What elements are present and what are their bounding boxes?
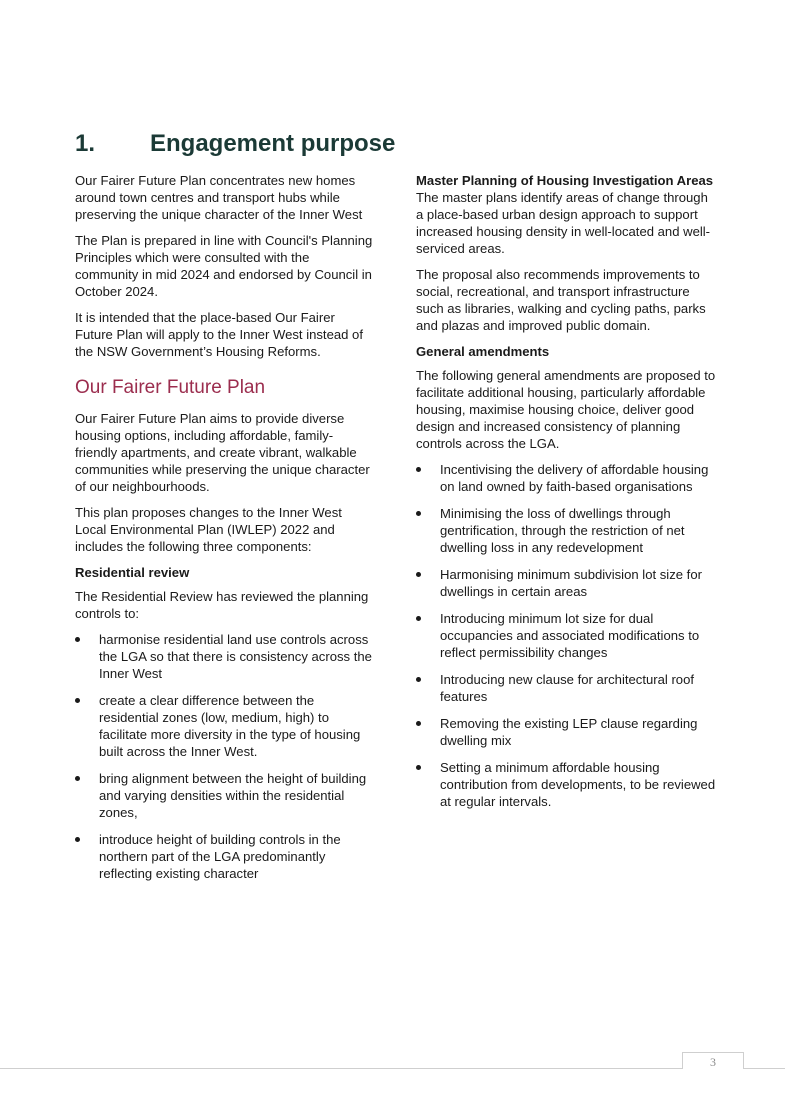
list-item [75,770,375,821]
section-title: Engagement purpose [150,130,396,157]
residential-review-list [75,631,375,882]
section-heading [75,128,395,160]
residential-review-heading: Residential review [75,565,190,580]
bullet-icon [416,572,421,577]
section-number: 1. [75,130,96,157]
bullet-icon [416,721,421,726]
list-item-text: bring alignment between the height of building and varying densities within the residential zones, [99,771,367,820]
plan-paragraph: Our Fairer Future Plan aims to provide diverse housing options, including affordable, family-friendly apartments, and create vibrant, walkable communities while preserving the unique character of our neighbourhoods. [75,411,370,494]
bullet-icon [416,765,421,770]
list-item [416,671,716,705]
list-item [416,715,716,749]
list-item [416,461,716,495]
general-amendments-heading: General amendments [416,344,550,359]
list-item [416,610,716,661]
list-item-text: Introducing new clause for architectural roof features [440,672,695,704]
list-item-text: Removing the existing LEP clause regarding dwelling mix [440,716,698,748]
bullet-icon [75,776,80,781]
plan-paragraph: This plan proposes changes to the Inner West Local Environmental Plan (IWLEP) 2022 and includes the following three components: [75,505,342,554]
list-item-text: create a clear difference between the residential zones (low, medium, high) to facilitate more diversity in the type of housing built across the Inner West. [99,693,361,759]
master-planning-paragraph: The master plans identify areas of change through a place-based urban design approach to support increased housing density in well-located and well-serviced areas. [416,190,711,256]
list-item [75,831,375,882]
intro-paragraph: It is intended that the place-based Our Fairer Future Plan will apply to the Inner West instead of the NSW Government’s Housing Reforms. [75,310,363,359]
list-item-text: Incentivising the delivery of affordable housing on land owned by faith-based organisations [440,462,709,494]
intro-paragraph: The Plan is prepared in line with Council's Planning Principles which were consulted with the community in mid 2024 and endorsed by Council in October 2024. [75,233,373,299]
master-planning-paragraph: The proposal also recommends improvements to social, recreational, and transport infrastructure such as libraries, walking and cycling paths, parks and plazas and improved public domain. [416,267,706,333]
bullet-icon [75,837,80,842]
intro-paragraph: Our Fairer Future Plan concentrates new homes around town centres and transport hubs while preserving the unique character of the Inner West [75,173,363,222]
bullet-icon [416,467,421,472]
list-item [75,631,375,682]
bullet-icon [416,511,421,516]
footer-rule [0,1068,785,1069]
general-amendments-list [416,461,716,810]
list-item-text: Harmonising minimum subdivision lot size for dwellings in certain areas [440,567,702,599]
list-item [416,505,716,556]
list-item-text: Introducing minimum lot size for dual occupancies and associated modifications to reflect permissibility changes [440,611,700,660]
list-item [416,566,716,600]
list-item-text: Setting a minimum affordable housing contribution from developments, to be reviewed at regular intervals. [440,760,716,809]
master-planning-heading: Master Planning of Housing Investigation Areas [416,173,714,188]
list-item [75,692,375,760]
bullet-icon [75,698,80,703]
bullet-icon [416,677,421,682]
bullet-icon [75,637,80,642]
list-item [416,759,716,810]
right-column [416,172,716,820]
left-column [75,172,375,892]
bullet-icon [416,616,421,621]
list-item-text: Minimising the loss of dwellings through gentrification, through the restriction of net dwelling loss in any redevelopment [440,506,685,555]
plan-heading: Our Fairer Future Plan [75,377,266,398]
residential-review-intro: The Residential Review has reviewed the planning controls to: [75,589,369,621]
page-number: 3 [710,1055,716,1069]
general-amendments-intro: The following general amendments are proposed to facilitate additional housing, particularly affordable housing, maximise housing choice, deliver good design and increased consistency of planning controls across the LGA. [416,368,716,451]
list-item-text: introduce height of building controls in the northern part of the LGA predominantly reflecting existing character [99,832,341,881]
list-item-text: harmonise residential land use controls across the LGA so that there is consistency across the Inner West [99,632,372,681]
